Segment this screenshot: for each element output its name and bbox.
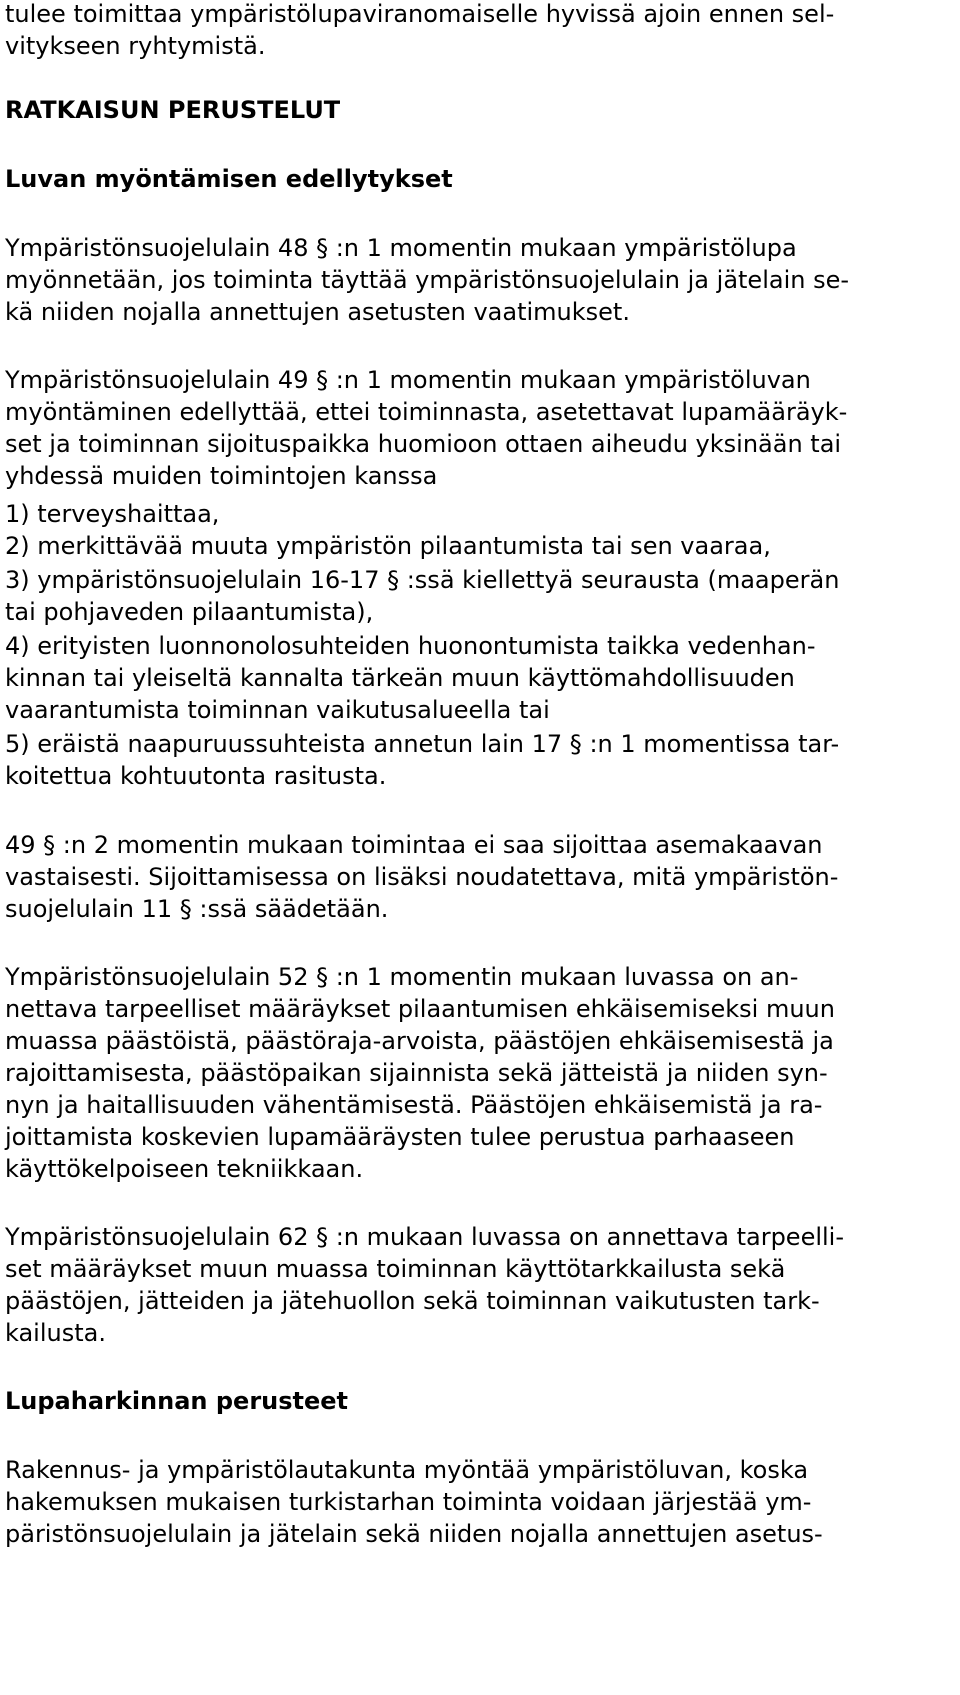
- paragraph-line: Rakennus- ja ympäristölautakunta myöntää ympäristöluvan, koska: [5, 1456, 809, 1484]
- paragraph-line: set määräykset muun muassa toiminnan käyttötarkkailusta sekä: [5, 1255, 786, 1283]
- paragraph-line: suojelulain 11 § :ssä säädetään.: [5, 895, 389, 923]
- paragraph-line: vastaisesti. Sijoittamisessa on lisäksi noudatettava, mitä ympäristön-: [5, 863, 839, 891]
- paragraph-line: nettava tarpeelliset määräykset pilaantumisen ehkäisemiseksi muun: [5, 995, 835, 1023]
- paragraph-line: nyn ja haitallisuuden vähentämisestä. Päästöjen ehkäisemistä ja ra-: [5, 1091, 823, 1119]
- paragraph-line: päristönsuojelulain ja jätelain sekä niiden nojalla annettujen asetus-: [5, 1520, 823, 1548]
- list-item: tai pohjaveden pilaantumista),: [5, 598, 374, 626]
- paragraph-line: Ympäristönsuojelulain 48 § :n 1 momentin mukaan ympäristölupa: [5, 234, 797, 262]
- paragraph-line: joittamista koskevien lupamääräysten tulee perustua parhaaseen: [5, 1123, 795, 1151]
- list-item: 1) terveyshaittaa,: [5, 500, 220, 528]
- paragraph-line: Ympäristönsuojelulain 49 § :n 1 momentin mukaan ympäristöluvan: [5, 366, 811, 394]
- paragraph-line: rajoittamisesta, päästöpaikan sijainnista sekä jätteistä ja niiden syn-: [5, 1059, 828, 1087]
- paragraph-line: muassa päästöistä, päästöraja-arvoista, päästöjen ehkäisemisestä ja: [5, 1027, 834, 1055]
- section-heading: RATKAISUN PERUSTELUT: [5, 96, 341, 124]
- paragraph-line: kä niiden nojalla annettujen asetusten vaatimukset.: [5, 298, 630, 326]
- paragraph-line: yhdessä muiden toimintojen kanssa: [5, 462, 438, 490]
- paragraph-line: hakemuksen mukaisen turkistarhan toiminta voidaan järjestää ym-: [5, 1488, 812, 1516]
- list-item: kinnan tai yleiseltä kannalta tärkeän muun käyttömahdollisuuden: [5, 664, 795, 692]
- list-item: 3) ympäristönsuojelulain 16-17 § :ssä kiellettyä seurausta (maaperän: [5, 566, 840, 594]
- paragraph-line: 49 § :n 2 momentin mukaan toimintaa ei saa sijoittaa asemakaavan: [5, 831, 823, 859]
- list-item: 4) erityisten luonnonolosuhteiden huonontumista taikka vedenhan-: [5, 632, 816, 660]
- subheading-lupaharkinnan-perusteet: Lupaharkinnan perusteet: [5, 1387, 349, 1415]
- paragraph-line: kailusta.: [5, 1319, 106, 1347]
- paragraph-line: Ympäristönsuojelulain 62 § :n mukaan luvassa on annettava tarpeelli-: [5, 1223, 844, 1251]
- paragraph-line: myöntäminen edellyttää, ettei toiminnasta, asetettavat lupamääräyk-: [5, 398, 848, 426]
- list-item: 5) eräistä naapuruussuhteista annetun lain 17 § :n 1 momentissa tar-: [5, 730, 840, 758]
- list-item: koitettua kohtuutonta rasitusta.: [5, 762, 387, 790]
- list-item: vaarantumista toiminnan vaikutusalueella tai: [5, 696, 550, 724]
- paragraph-line: Ympäristönsuojelulain 52 § :n 1 momentin mukaan luvassa on an-: [5, 963, 799, 991]
- intro-line: tulee toimittaa ympäristölupaviranomaiselle hyvissä ajoin ennen sel-: [5, 0, 835, 28]
- intro-line: vitykseen ryhtymistä.: [5, 32, 266, 60]
- paragraph-line: myönnetään, jos toiminta täyttää ympäristönsuojelulain ja jätelain se-: [5, 266, 850, 294]
- paragraph-line: käyttökelpoiseen tekniikkaan.: [5, 1155, 364, 1183]
- list-item: 2) merkittävää muuta ympäristön pilaantumista tai sen vaaraa,: [5, 532, 771, 560]
- paragraph-line: set ja toiminnan sijoituspaikka huomioon ottaen aiheudu yksinään tai: [5, 430, 842, 458]
- paragraph-line: päästöjen, jätteiden ja jätehuollon sekä toiminnan vaikutusten tark-: [5, 1287, 820, 1315]
- subheading-luvan-edellytykset: Luvan myöntämisen edellytykset: [5, 165, 453, 193]
